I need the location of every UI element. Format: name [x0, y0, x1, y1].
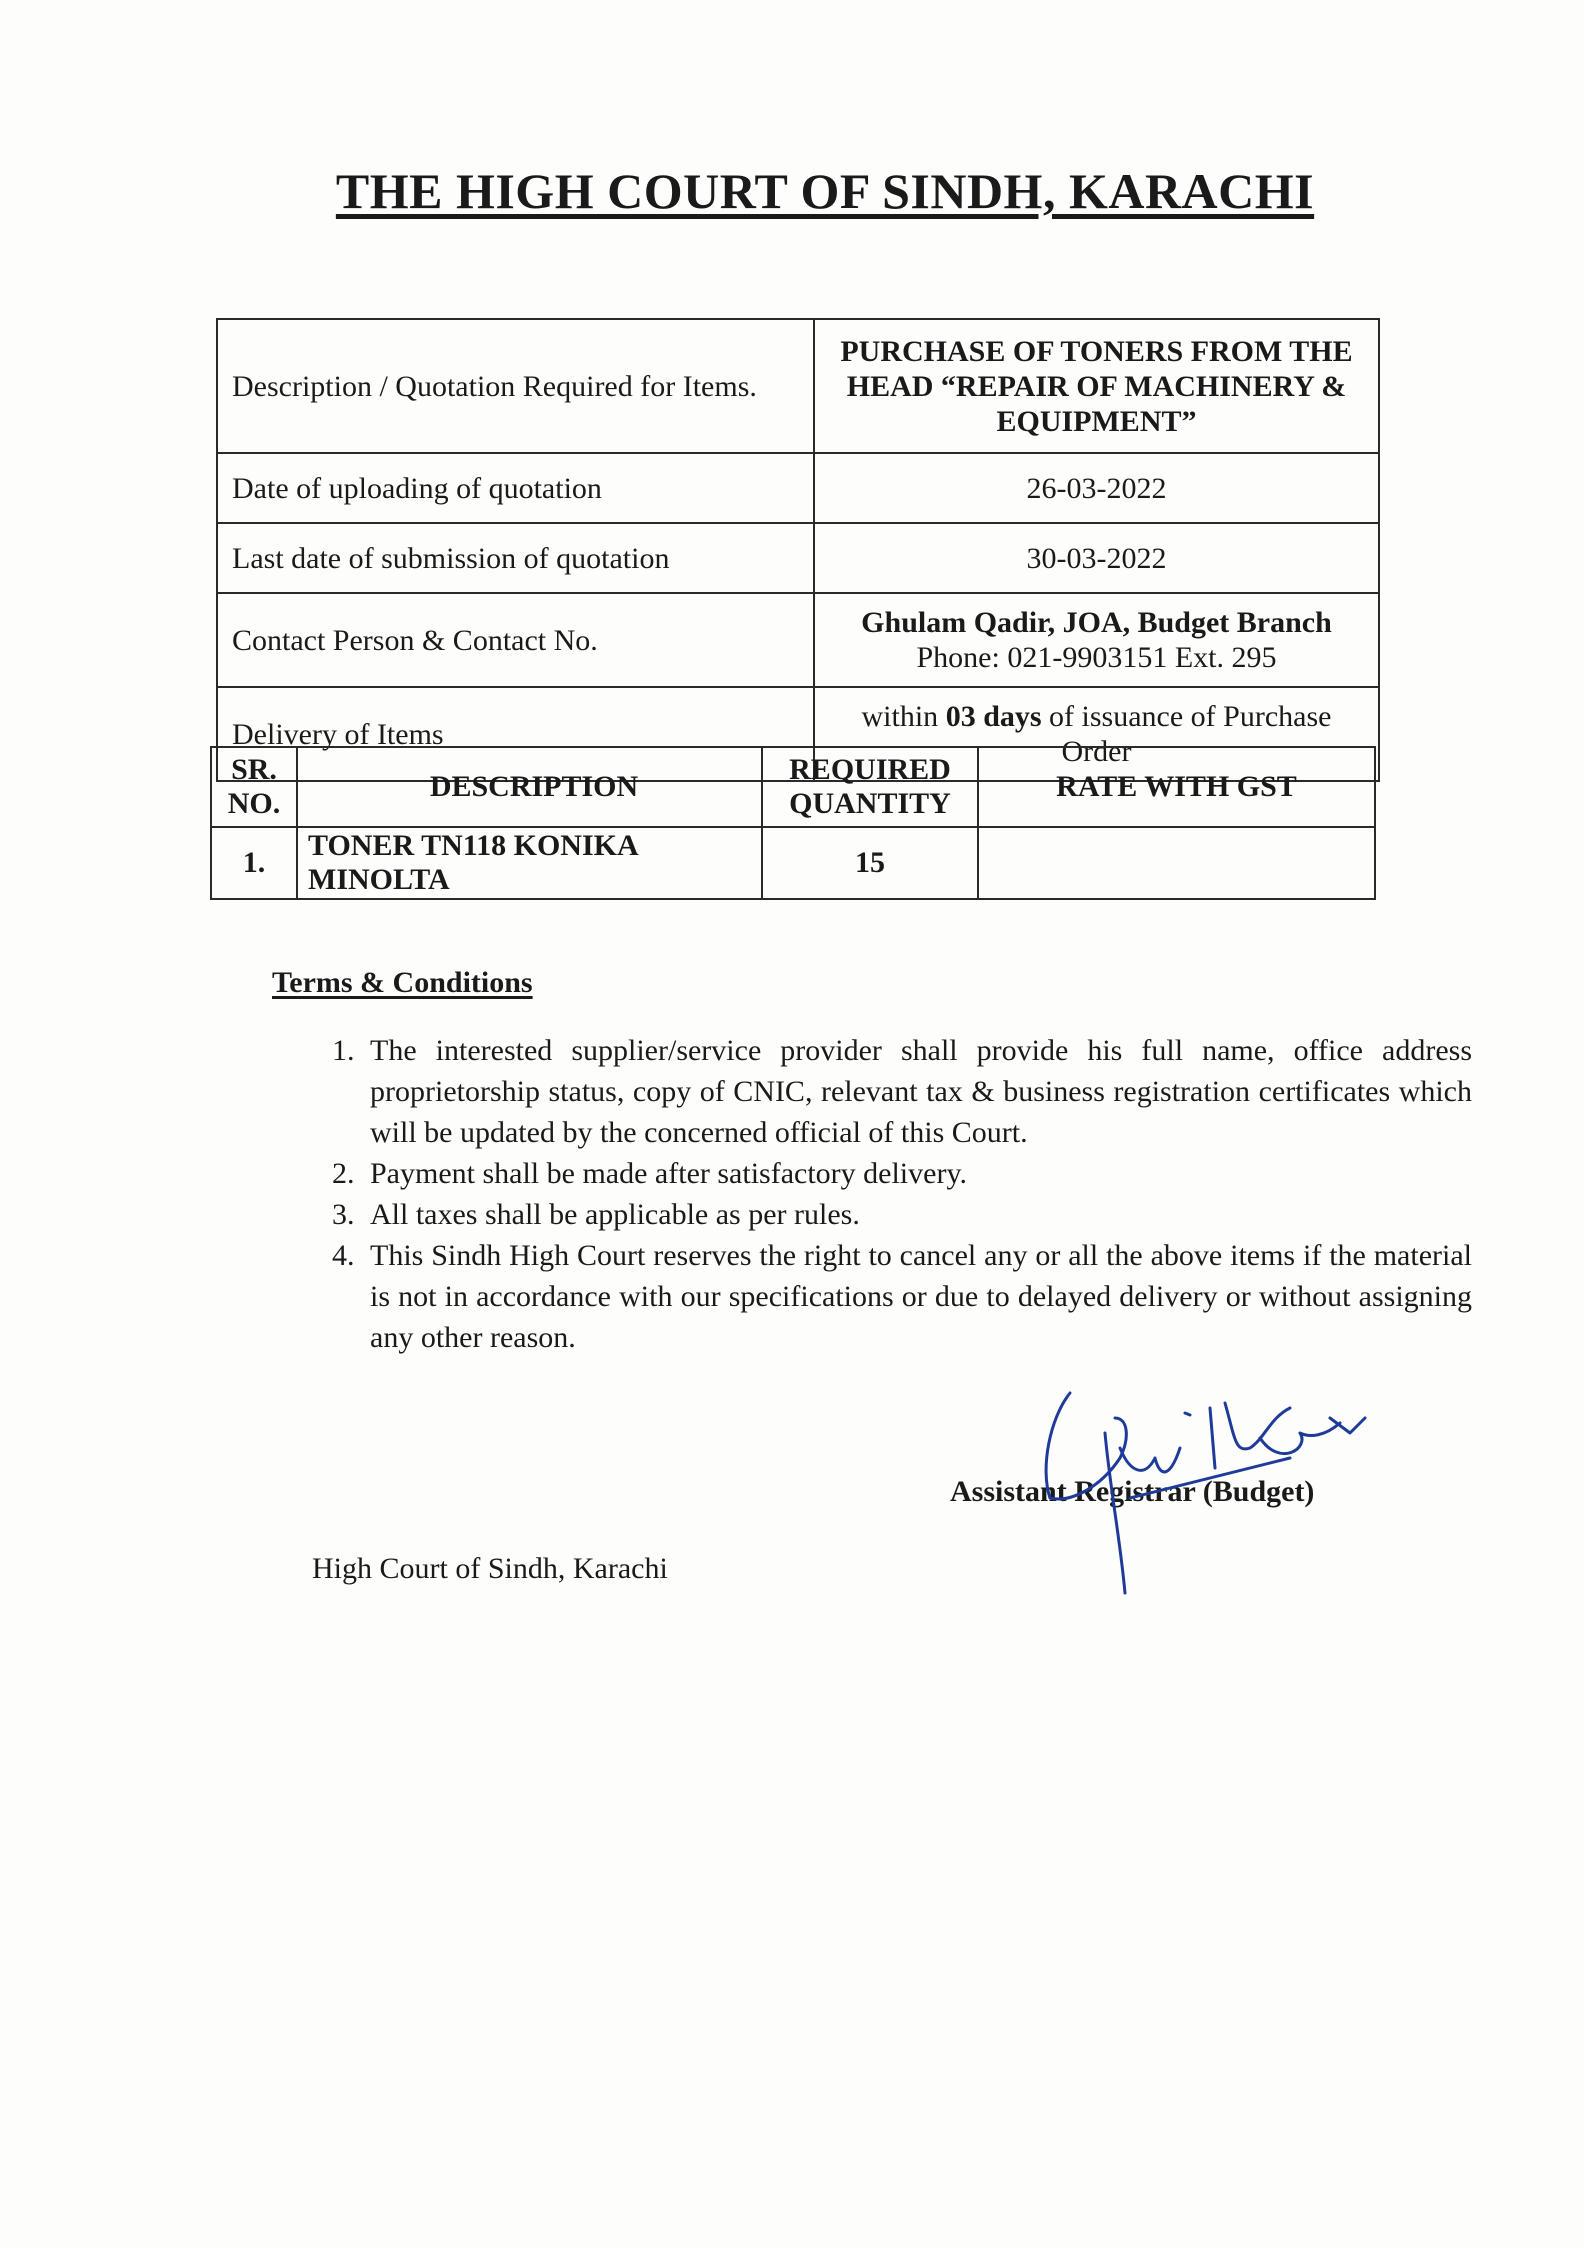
item-quantity: 15	[762, 827, 978, 899]
delivery-pre: within	[861, 700, 946, 733]
info-label: Date of uploading of quotation	[217, 453, 814, 523]
list-item: 3. All taxes shall be applicable as per rules.	[362, 1194, 1472, 1235]
terms-list	[300, 1030, 1472, 1358]
info-row	[217, 319, 1379, 453]
list-item: 2. Payment shall be made after satisfactory delivery.	[362, 1153, 1472, 1194]
info-value	[814, 593, 1379, 687]
item-sr-no: 1.	[211, 827, 297, 899]
info-label: Delivery of Items	[217, 687, 814, 781]
quotation-info-table	[216, 318, 1380, 782]
contact-person: Ghulam Qadir, JOA, Budget Branch	[861, 606, 1332, 639]
item-description: TONER TN118 KONIKA MINOLTA	[297, 827, 762, 899]
document-title: THE HIGH COURT OF SINDH, KARACHI	[335, 163, 1315, 219]
header-sr-no: SR. NO.	[211, 747, 297, 827]
office-name: High Court of Sindh, Karachi	[312, 1552, 668, 1585]
handwritten-signature	[1010, 1378, 1380, 1598]
table-row	[211, 827, 1375, 899]
list-item: 1. The interested supplier/service provider shall provide his full name, office address proprietorship status, copy of CNIC, relevant tax & business registration certificates which will be updated by the concerned official of this Court.	[362, 1030, 1472, 1153]
info-value: 30-03-2022	[814, 523, 1379, 593]
signer-title: Assistant Registrar (Budget)	[950, 1475, 1315, 1508]
info-value: PURCHASE OF TONERS FROM THE HEAD “REPAIR OF MACHINERY & EQUIPMENT”	[814, 319, 1379, 453]
items-table	[210, 746, 1376, 900]
contact-phone: Phone: 021-9903151 Ext. 295	[916, 641, 1277, 674]
terms-heading: Terms & Conditions	[272, 966, 533, 999]
info-row	[217, 523, 1379, 593]
items-header-row	[211, 747, 1375, 827]
header-description: DESCRIPTION	[297, 747, 762, 827]
info-row	[217, 453, 1379, 523]
info-label: Description / Quotation Required for Items.	[217, 319, 814, 453]
delivery-days: 03 days	[945, 700, 1042, 733]
item-rate	[978, 827, 1375, 899]
list-item: 4. This Sindh High Court reserves the right to cancel any or all the above items if the material is not in accordance with our specifications or due to delayed delivery or without assigning any other reason.	[362, 1235, 1472, 1358]
info-label: Contact Person & Contact No.	[217, 593, 814, 687]
header-required-quantity: REQUIRED QUANTITY	[762, 747, 978, 827]
info-value: 26-03-2022	[814, 453, 1379, 523]
header-rate-with-gst: RATE WITH GST	[978, 747, 1375, 827]
info-row	[217, 593, 1379, 687]
delivery-post: of issuance of Purchase Order	[1041, 700, 1332, 768]
info-label: Last date of submission of quotation	[217, 523, 814, 593]
